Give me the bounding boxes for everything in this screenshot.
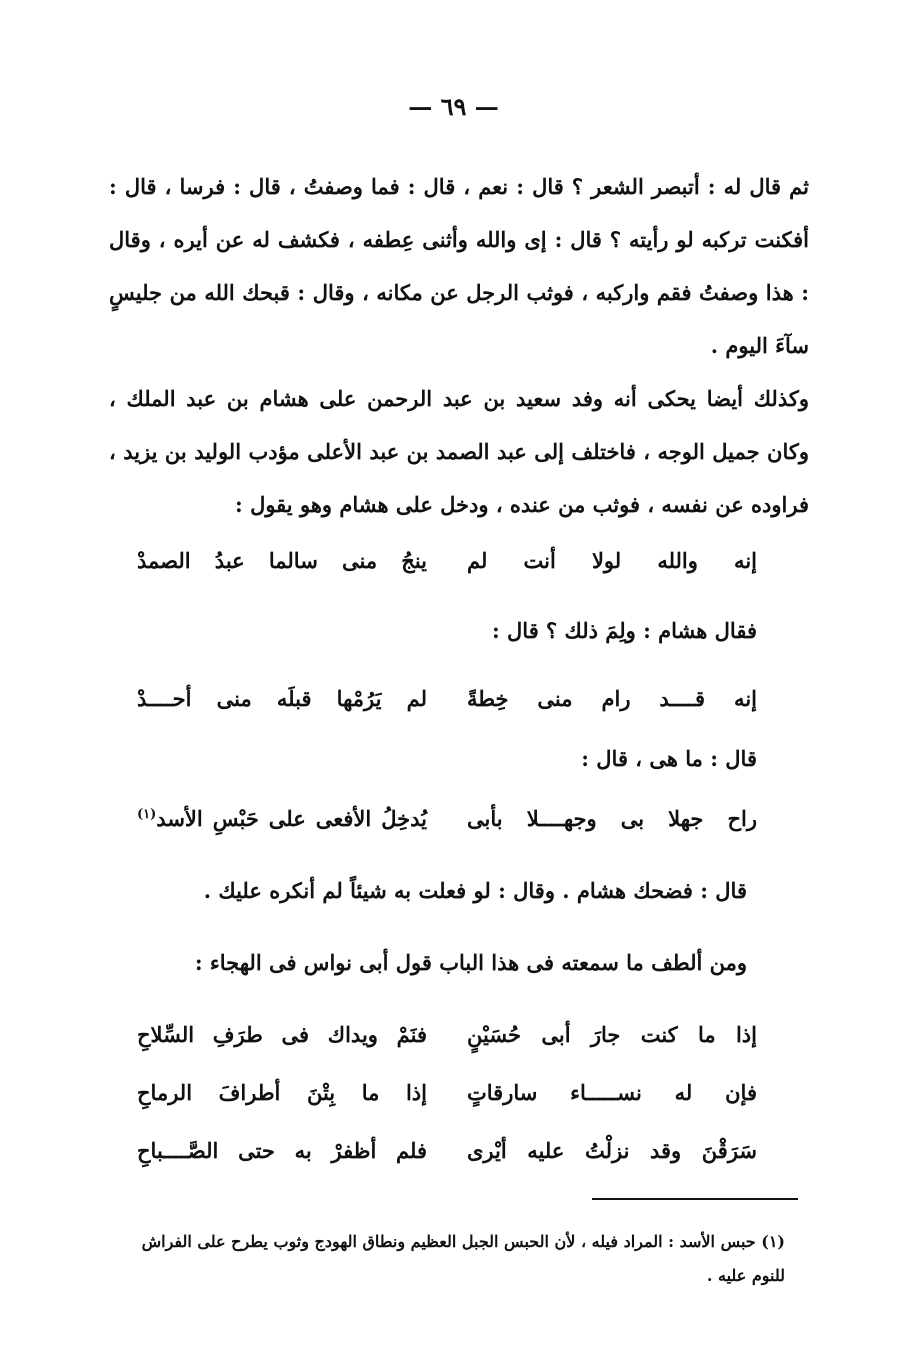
poem-verse-3 <box>137 1138 757 1178</box>
verse-3-first-hemistich: راح جهلا بى وجهــــلا بأبى <box>467 806 757 831</box>
verse-2-first-hemistich: إنه قــــد رام منى خِطةً <box>467 686 757 711</box>
footnote: (١) حبس الأسد : المراد فيله ، لأن الحبس الجبل العظيم ونطاق الهودج وثوب يطرح على الفراش للنوم عليه . <box>141 1232 785 1285</box>
footnote-marker: (١) <box>137 807 157 822</box>
poem-verse-3-second-hemistich: فلم أظفرْ به حتى الصَّــــباحِ <box>137 1138 427 1163</box>
poem-verse-2-first-hemistich: فإن له نســـــاء سارقاتٍ <box>467 1080 757 1105</box>
poem-verse-1-second-hemistich: فنَمْ ويداك فى طرَفِ السِّلاحِ <box>137 1022 427 1047</box>
line-hisham-asks: فقال هشام : ولِمَ ذلك ؟ قال : <box>491 618 757 643</box>
verse-3-second-hemistich <box>137 806 427 831</box>
verse-3-second-hemistich-text: يُدخِلُ الأفعى على حَبْسِ الأسد <box>156 806 427 831</box>
poem-verse-1 <box>137 1022 757 1062</box>
line-hisham-laughed: قال : فضحك هشام . وقال : لو فعلت به شيئاً لم أنكره عليك . <box>203 878 747 903</box>
poem-verse-2-second-hemistich: إذا ما بِتْنَ أطرافَ الرماحِ <box>137 1080 427 1105</box>
paragraph-1: ثم قال له : أتبصر الشعر ؟ قال : نعم ، قال : فما وصفتُ ، قال : فرسا ، قال : أفكنت تركبه لو رأيته ؟ قال : إى والله وأثنى عِطفه ، فكشف له عن أيره ، وقال : هذا وصفتُ فقم واركبه ، فوثب الرجل عن مكانه ، وقال : قبحك الله من جليسٍ سآءَ اليوم . <box>109 174 809 358</box>
line-abu-nuwas-intro: ومن ألطف ما سمعته فى هذا الباب قول أبى نواس فى الهجاء : <box>194 950 747 975</box>
verse-1-first-hemistich: إنه والله لولا أنت لم <box>467 548 757 573</box>
footnote-divider <box>592 1198 798 1200</box>
verse-2-second-hemistich: لم يَرُمْها قبلَه منى أحــــدْ <box>137 686 427 711</box>
verse-1-second-hemistich: ينجُ منى سالما عبدُ الصمدْ <box>137 548 427 573</box>
poem-verse-2 <box>137 1080 757 1120</box>
page-number: — ٦٩ — <box>408 92 499 121</box>
verse-2 <box>137 686 757 726</box>
poem-verse-3-first-hemistich: سَرَقْنَ وقد نزلْتُ عليه أيْرى <box>467 1138 757 1163</box>
verse-1 <box>137 548 757 588</box>
verse-3 <box>137 806 757 846</box>
line-what-is-it: قال : ما هى ، قال : <box>581 746 757 771</box>
poem-verse-1-first-hemistich: إذا ما كنت جارَ أبى حُسَيْنٍ <box>467 1022 757 1047</box>
paragraph-2: وكذلك أيضا يحكى أنه وفد سعيد بن عبد الرحمن على هشام بن عبد الملك ، وكان جميل الوجه ، فاختلف إلى عبد الصمد بن عبد الأعلى مؤدب الوليد بن يزيد ، فراوده عن نفسه ، فوثب من عنده ، ودخل على هشام وهو يقول : <box>109 386 809 517</box>
